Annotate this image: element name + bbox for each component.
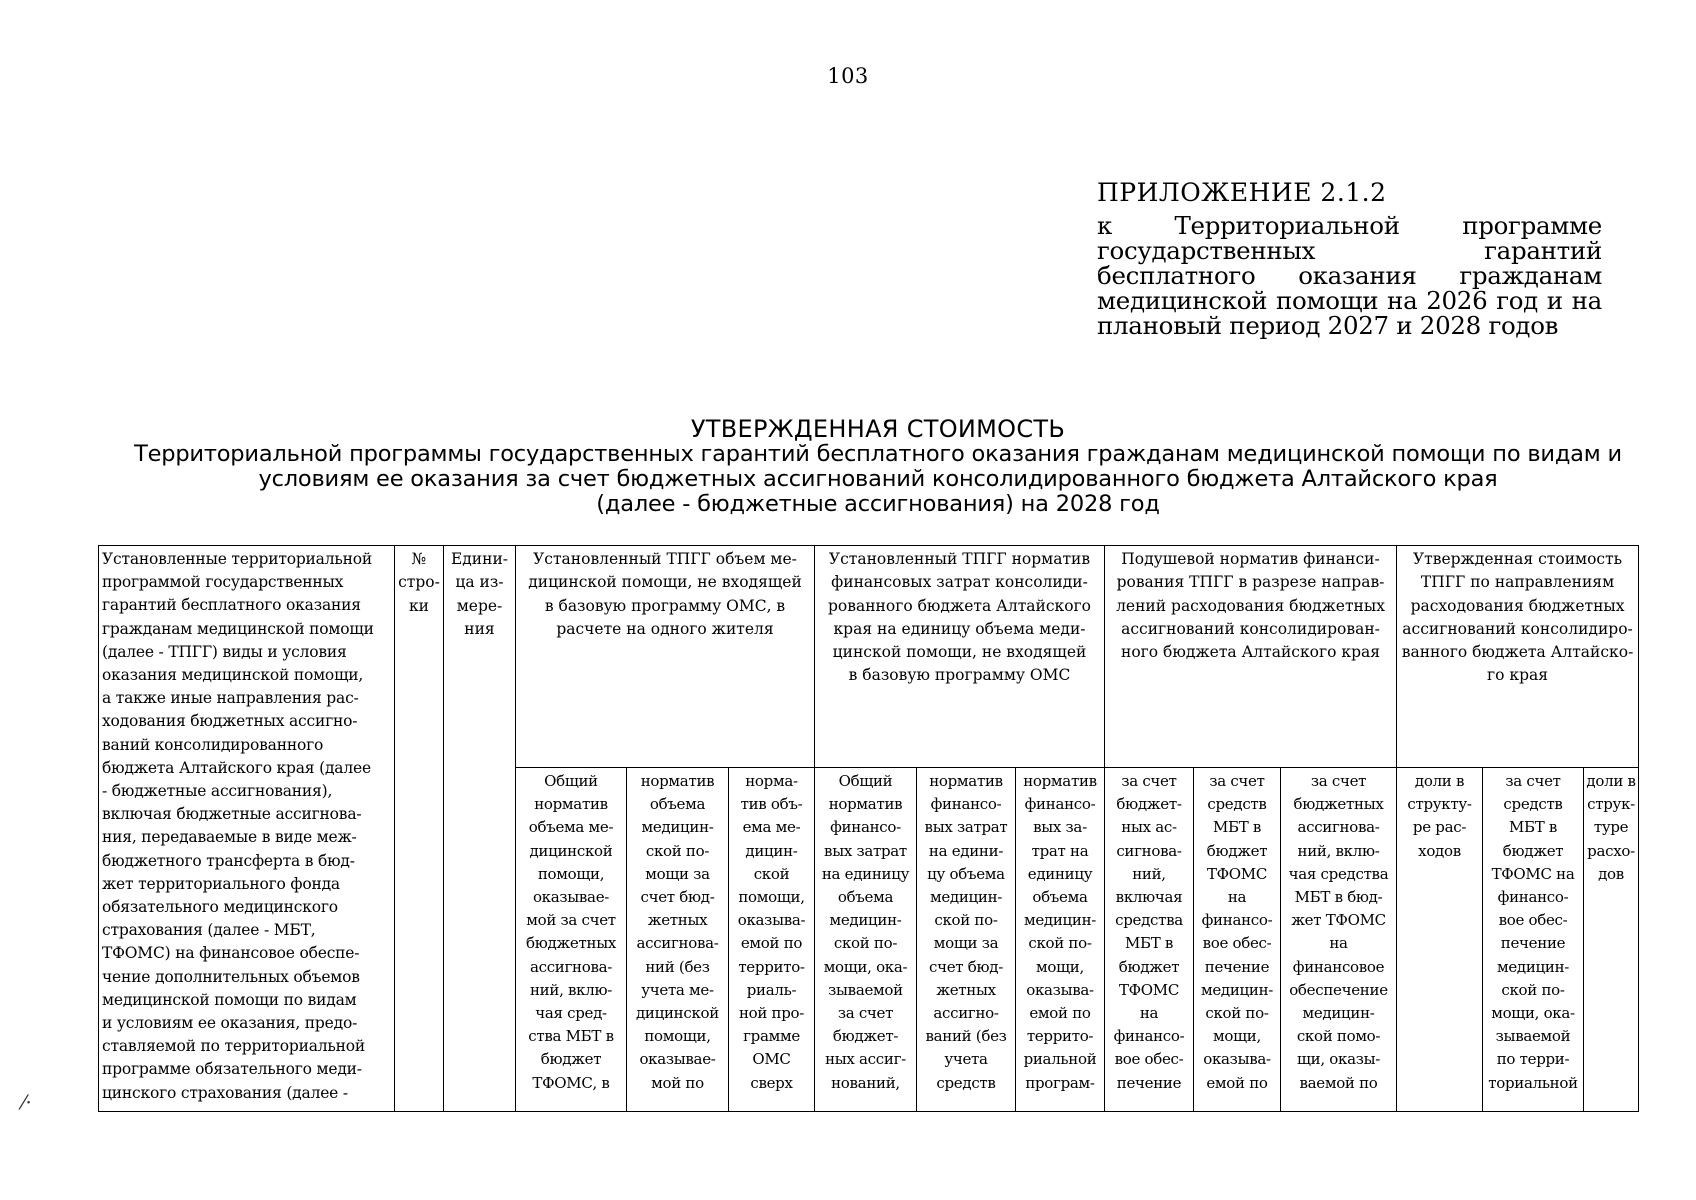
subheader-cell: [516, 768, 627, 1112]
cell-line: финансовое: [1292, 957, 1385, 976]
cell-line: емой по: [1206, 1073, 1268, 1092]
cell-line: жетных: [936, 980, 996, 999]
cell-line: (далее - ТПГГ) виды и условия: [102, 642, 347, 661]
cell-line: за счет: [837, 1004, 894, 1023]
cell-line: мере-: [456, 596, 503, 615]
cell-line: объема: [1032, 888, 1088, 907]
cell-line: оказыва-: [737, 911, 806, 930]
cell-line: средств: [936, 1073, 996, 1092]
header-row-number: [395, 546, 444, 1112]
cell-line: ской по-: [833, 934, 898, 953]
cell-line: - бюджетные ассигнования),: [102, 782, 333, 801]
cell-line: вых затрат: [924, 818, 1008, 837]
cell-line: сверх: [750, 1073, 793, 1092]
cell-line: за счет: [1121, 772, 1177, 790]
cell-line: обязательного медицинского: [102, 898, 338, 917]
cell-line: ходования бюджетных ассигно-: [102, 712, 358, 731]
cell-line: дицинской: [636, 1004, 719, 1023]
cell-line: ской по-: [645, 841, 710, 860]
cell-line: в базовую программу ОМС, в: [544, 596, 786, 615]
cell-line: бюджет-: [832, 1027, 899, 1046]
cell-line: ториальной: [1488, 1073, 1578, 1092]
cell-line: бюджетных: [1293, 795, 1384, 814]
cell-line: го края: [1487, 666, 1549, 685]
cell-line: чая средства: [1288, 864, 1389, 883]
heading-sub-line: Территориальной программы государственных гарантий бесплатного оказания гражданам медицинской помощи по видам и: [134, 441, 1622, 467]
cell-line: террито-: [738, 957, 805, 976]
cell-line: ассигнова-: [1297, 818, 1380, 837]
cell-line: стро-: [398, 573, 440, 592]
cell-line: включая бюджетные ассигнова-: [102, 805, 362, 824]
cell-line: медицин-: [641, 818, 714, 837]
cell-line: жет территориального фонда: [102, 874, 340, 893]
cell-line: ца из-: [455, 573, 504, 592]
cell-line: лений расходования бюджетных: [1116, 596, 1385, 615]
cell-line: финансо-: [1201, 911, 1273, 930]
cell-line: ТФОМС: [1206, 864, 1268, 883]
cell-line: финансо-: [1497, 888, 1569, 907]
cell-line: медицинской помощи по видам: [102, 990, 357, 1009]
cell-line: Общий: [838, 772, 893, 790]
appendix-text: к Территориальной программе государственных гарантий бесплатного оказания гражданам медицинской помощи на 2026 год и на плановый период 2027 и 2028 годов: [1097, 211, 1602, 340]
cell-line: доли в: [1586, 772, 1636, 790]
cell-line: мощи, ока-: [1491, 1004, 1575, 1023]
cell-line: рования ТПГГ в разрезе направ-: [1116, 573, 1385, 592]
cell-line: обеспечение: [1289, 980, 1388, 999]
cell-line: счет бюд-: [640, 888, 715, 907]
cell-line: дицинской: [529, 841, 613, 860]
heading-sub-line: (далее - бюджетные ассигнования) на 2028 год: [596, 491, 1160, 517]
header-unit: [444, 546, 516, 1112]
cell-line: дицин-: [745, 841, 798, 860]
cell-line: доли в: [1414, 772, 1465, 790]
cell-line: жетных: [647, 911, 708, 930]
cell-line: емой по: [1029, 1004, 1091, 1023]
cell-line: а также иные направления рас-: [102, 689, 359, 708]
cell-line: средств: [1207, 795, 1267, 814]
cell-line: ного бюджета Алтайского края: [1120, 643, 1381, 662]
cell-line: Общий: [544, 772, 598, 790]
subheader-cell: [1281, 768, 1397, 1112]
cell-line: ваний (без: [925, 1027, 1007, 1046]
cell-line: риаль-: [746, 980, 797, 999]
cell-line: за счет: [1505, 772, 1561, 790]
cell-line: учета: [944, 1050, 988, 1069]
cell-line: печение: [1116, 1073, 1182, 1092]
cell-line: оказывае-: [532, 888, 610, 907]
cell-line: расхо-: [1587, 841, 1635, 860]
cell-line: дицинской помощи, не входящей: [528, 573, 802, 592]
header-approved-cost-group: [1397, 546, 1639, 768]
cell-line: ТФОМС) на финансовое обеспе-: [102, 944, 360, 963]
cell-line: Установленный ТПГГ норматив: [828, 550, 1091, 568]
cell-line: туре: [1593, 818, 1629, 837]
cell-line: бюджет: [1118, 957, 1180, 976]
heading-sub: [90, 442, 1666, 517]
cell-line: мой по: [651, 1073, 704, 1092]
cell-line: вых за-: [1033, 818, 1087, 837]
cell-line: медицин-: [1496, 957, 1570, 976]
cell-line: края на единицу объема меди-: [833, 619, 1086, 638]
header-volume-group: [516, 546, 815, 768]
cell-line: ОМС: [752, 1050, 791, 1069]
cell-line: ре рас-: [1412, 818, 1467, 837]
cell-line: террито-: [1026, 1027, 1094, 1046]
cell-line: ства МБТ в: [528, 1027, 614, 1046]
cell-line: ных ас-: [1121, 818, 1177, 837]
cell-line: МБТ в: [1124, 934, 1174, 953]
cell-line: гарантий бесплатного оказания: [102, 596, 361, 615]
cell-line: единицу: [1027, 864, 1093, 883]
cell-line: вое обес-: [1114, 1050, 1184, 1069]
cell-line: вое обес-: [1498, 911, 1568, 930]
cell-line: бюджета Алтайского края (далее: [102, 758, 371, 777]
cell-line: медицин-: [1302, 1004, 1375, 1023]
subheader-cell: [1584, 768, 1639, 1112]
cell-line: ний (без: [645, 957, 710, 976]
cell-line: риальной: [1023, 1050, 1097, 1069]
cell-line: помощи,: [537, 864, 605, 883]
subheader-cell: [1483, 768, 1584, 1112]
cell-line: ной про-: [738, 1004, 805, 1023]
cell-line: ской по-: [1028, 934, 1092, 953]
cost-table: [98, 545, 1639, 1112]
cell-line: на единицу: [821, 864, 910, 883]
cell-line: норматив: [534, 795, 608, 814]
cell-line: Установленный ТПГГ объем ме-: [533, 550, 797, 568]
cell-line: норматив: [640, 772, 715, 790]
cell-line: помощи,: [738, 888, 805, 907]
cell-line: №: [411, 550, 427, 568]
cell-line: нований,: [831, 1073, 900, 1092]
cell-line: на: [1227, 888, 1247, 907]
cell-line: зываемой: [1495, 1027, 1571, 1046]
cell-line: медицин-: [929, 888, 1003, 907]
cell-line: за счет: [1209, 772, 1265, 790]
cell-line: средств: [1503, 795, 1563, 814]
subheader-cell: [1016, 768, 1105, 1112]
cell-line: норматив: [1023, 772, 1097, 790]
cell-line: на едини-: [928, 841, 1004, 860]
cell-line: щи, оказы-: [1296, 1050, 1381, 1069]
cell-line: МБТ в: [1212, 818, 1262, 837]
cell-line: ассигнова-: [636, 934, 719, 953]
cell-line: ТФОМС: [1118, 980, 1180, 999]
cell-line: бюджетных: [526, 934, 616, 953]
cell-line: ки: [408, 596, 430, 615]
cell-line: Едини-: [450, 550, 509, 568]
cell-line: ТФОМС, в: [532, 1073, 610, 1092]
page-number: 103: [827, 64, 869, 88]
cell-line: ской помо-: [1296, 1027, 1381, 1046]
cell-line: ных ассиг-: [825, 1050, 906, 1069]
cell-line: учета ме-: [641, 980, 714, 999]
cell-line: финансо-: [1113, 1027, 1185, 1046]
cell-line: ассигнований консолидирован-: [1121, 619, 1380, 638]
cell-line: оказания медицинской помощи,: [102, 666, 364, 685]
heading-main: УТВЕРЖДЕННАЯ СТОИМОСТЬ: [690, 415, 1066, 443]
cell-line: объема: [649, 795, 706, 814]
appendix-title: ПРИЛОЖЕНИЕ 2.1.2: [1097, 178, 1387, 207]
header-per-capita-group: [1105, 546, 1397, 768]
cell-line: чение дополнительных объемов: [102, 967, 360, 986]
cell-line: ваемой по: [1299, 1073, 1378, 1092]
cell-line: ставляемой по территориальной: [102, 1037, 366, 1056]
cell-line: гражданам медицинской помощи: [102, 619, 374, 638]
cell-line: мощи,: [1036, 957, 1084, 976]
cell-line: оказыва-: [1203, 1050, 1271, 1069]
cell-line: за счет: [1310, 772, 1367, 790]
subheader-cell: [627, 768, 729, 1112]
cell-line: мощи,: [1213, 1027, 1261, 1046]
cell-line: оказыва-: [1026, 980, 1094, 999]
cell-line: вых затрат: [824, 841, 907, 860]
subheader-cell: [917, 768, 1016, 1112]
cell-line: жет ТФОМС: [1291, 911, 1386, 930]
cell-line: по терри-: [1496, 1050, 1570, 1069]
cell-line: норма-: [745, 772, 798, 790]
cell-line: в базовую программу ОМС: [848, 666, 1071, 685]
cell-line: Установленные территориальной: [102, 550, 373, 568]
cell-line: норматив: [828, 795, 903, 814]
cell-line: Утвержденная стоимость: [1412, 550, 1623, 568]
cell-line: сигнова-: [1116, 841, 1182, 860]
cell-line: програм-: [1025, 1073, 1095, 1092]
cell-line: медицин-: [1200, 980, 1274, 999]
cell-line: медицин-: [1023, 911, 1097, 930]
cell-line: объема ме-: [528, 818, 614, 837]
cell-line: грамме: [743, 1027, 800, 1046]
cell-line: программой государственных: [102, 573, 344, 592]
cell-line: медицин-: [829, 911, 902, 930]
cell-line: ния, передаваемые в виде меж-: [102, 828, 357, 847]
cell-line: расходования бюджетных: [1410, 596, 1625, 615]
cell-line: Подушевой норматив финанси-: [1121, 550, 1380, 568]
cell-line: объема: [837, 888, 894, 907]
cell-line: струк-: [1587, 795, 1635, 814]
cell-line: страхования (далее - МБТ,: [102, 921, 316, 940]
cell-line: ской по-: [1501, 980, 1565, 999]
cell-line: средства: [1115, 911, 1183, 930]
cell-line: бюджет: [1206, 841, 1268, 860]
cell-line: ний,: [1132, 864, 1166, 883]
document-heading: [90, 416, 1666, 517]
cell-line: мощи за: [645, 864, 710, 883]
cell-line: бюджет: [540, 1050, 602, 1069]
cell-line: ния: [464, 619, 495, 638]
cell-line: ской по-: [1205, 1004, 1269, 1023]
cell-line: на: [1139, 1004, 1159, 1023]
cell-line: ема ме-: [742, 818, 801, 837]
cell-line: МБТ в бюд-: [1294, 888, 1383, 907]
header-services-description: [99, 546, 395, 1112]
subheader-cell: [1397, 768, 1483, 1112]
cell-line: МБТ в: [1508, 818, 1558, 837]
cell-line: печение: [1500, 934, 1566, 953]
cell-line: на: [1329, 934, 1348, 953]
cell-line: ванного бюджета Алтайско-: [1401, 643, 1634, 662]
cell-line: мощи за: [933, 934, 999, 953]
cell-line: норматив: [929, 772, 1003, 790]
cell-line: ваний консолидированного: [102, 735, 324, 754]
cell-line: счет бюд-: [929, 957, 1003, 976]
cell-line: тив объ-: [740, 795, 803, 814]
margin-scribble: ⁄·: [22, 1090, 32, 1114]
cell-line: финансовых затрат консолиди-: [831, 573, 1088, 592]
cell-line: цинского страхования (далее -: [102, 1083, 348, 1102]
cell-line: ТПГГ по направлениям: [1420, 573, 1615, 592]
cell-line: зываемой: [828, 980, 903, 999]
cell-line: расчете на одного жителя: [556, 619, 774, 638]
cell-line: мой за счет: [526, 911, 616, 930]
cell-line: бюджет: [1502, 841, 1564, 860]
cell-line: печение: [1204, 957, 1270, 976]
cell-line: ской по-: [934, 911, 998, 930]
cell-line: бюджет-: [1116, 795, 1182, 814]
cell-line: ТФОМС на: [1491, 864, 1575, 883]
subheader-cell: [1194, 768, 1281, 1112]
cell-line: оказывае-: [639, 1050, 716, 1069]
heading-sub-line: условиям ее оказания за счет бюджетных ассигнований консолидированного бюджета Алтайского края: [258, 466, 1498, 492]
cell-line: рованного бюджета Алтайского: [827, 596, 1092, 615]
cell-line: финансо-: [830, 818, 901, 837]
cell-line: бюджетного трансферта в бюд-: [102, 851, 355, 870]
cell-line: ской: [753, 864, 790, 883]
cell-line: финансо-: [930, 795, 1002, 814]
cell-line: мощи, ока-: [823, 957, 908, 976]
cell-line: ассигнований консолидиро-: [1402, 619, 1633, 638]
cell-line: финансо-: [1024, 795, 1096, 814]
cell-line: чая сред-: [535, 1004, 607, 1023]
cell-line: и условиям ее оказания, предо-: [102, 1014, 358, 1033]
cell-line: помощи,: [644, 1027, 711, 1046]
cell-line: включая: [1115, 888, 1183, 907]
cell-line: емой по: [740, 934, 803, 953]
appendix-block: [1097, 178, 1602, 338]
subheader-cell: [729, 768, 815, 1112]
cell-line: цинской помощи, не входящей: [832, 643, 1087, 662]
cell-line: вое обес-: [1202, 934, 1272, 953]
cell-line: программе обязательного меди-: [102, 1060, 362, 1079]
subheader-cell: [1105, 768, 1194, 1112]
cell-line: ходов: [1418, 841, 1461, 860]
cell-line: трат на: [1031, 841, 1089, 860]
cell-line: ний, вклю-: [1297, 841, 1380, 860]
cell-line: структу-: [1407, 795, 1472, 814]
subheader-cell: [815, 768, 917, 1112]
cell-line: цу объема: [927, 864, 1005, 883]
cell-line: ассигно-: [933, 1004, 999, 1023]
header-cost-norm-group: [815, 546, 1105, 768]
cell-line: ассигнова-: [529, 957, 613, 976]
cell-line: ний, вклю-: [529, 980, 612, 999]
cell-line: дов: [1598, 864, 1624, 883]
